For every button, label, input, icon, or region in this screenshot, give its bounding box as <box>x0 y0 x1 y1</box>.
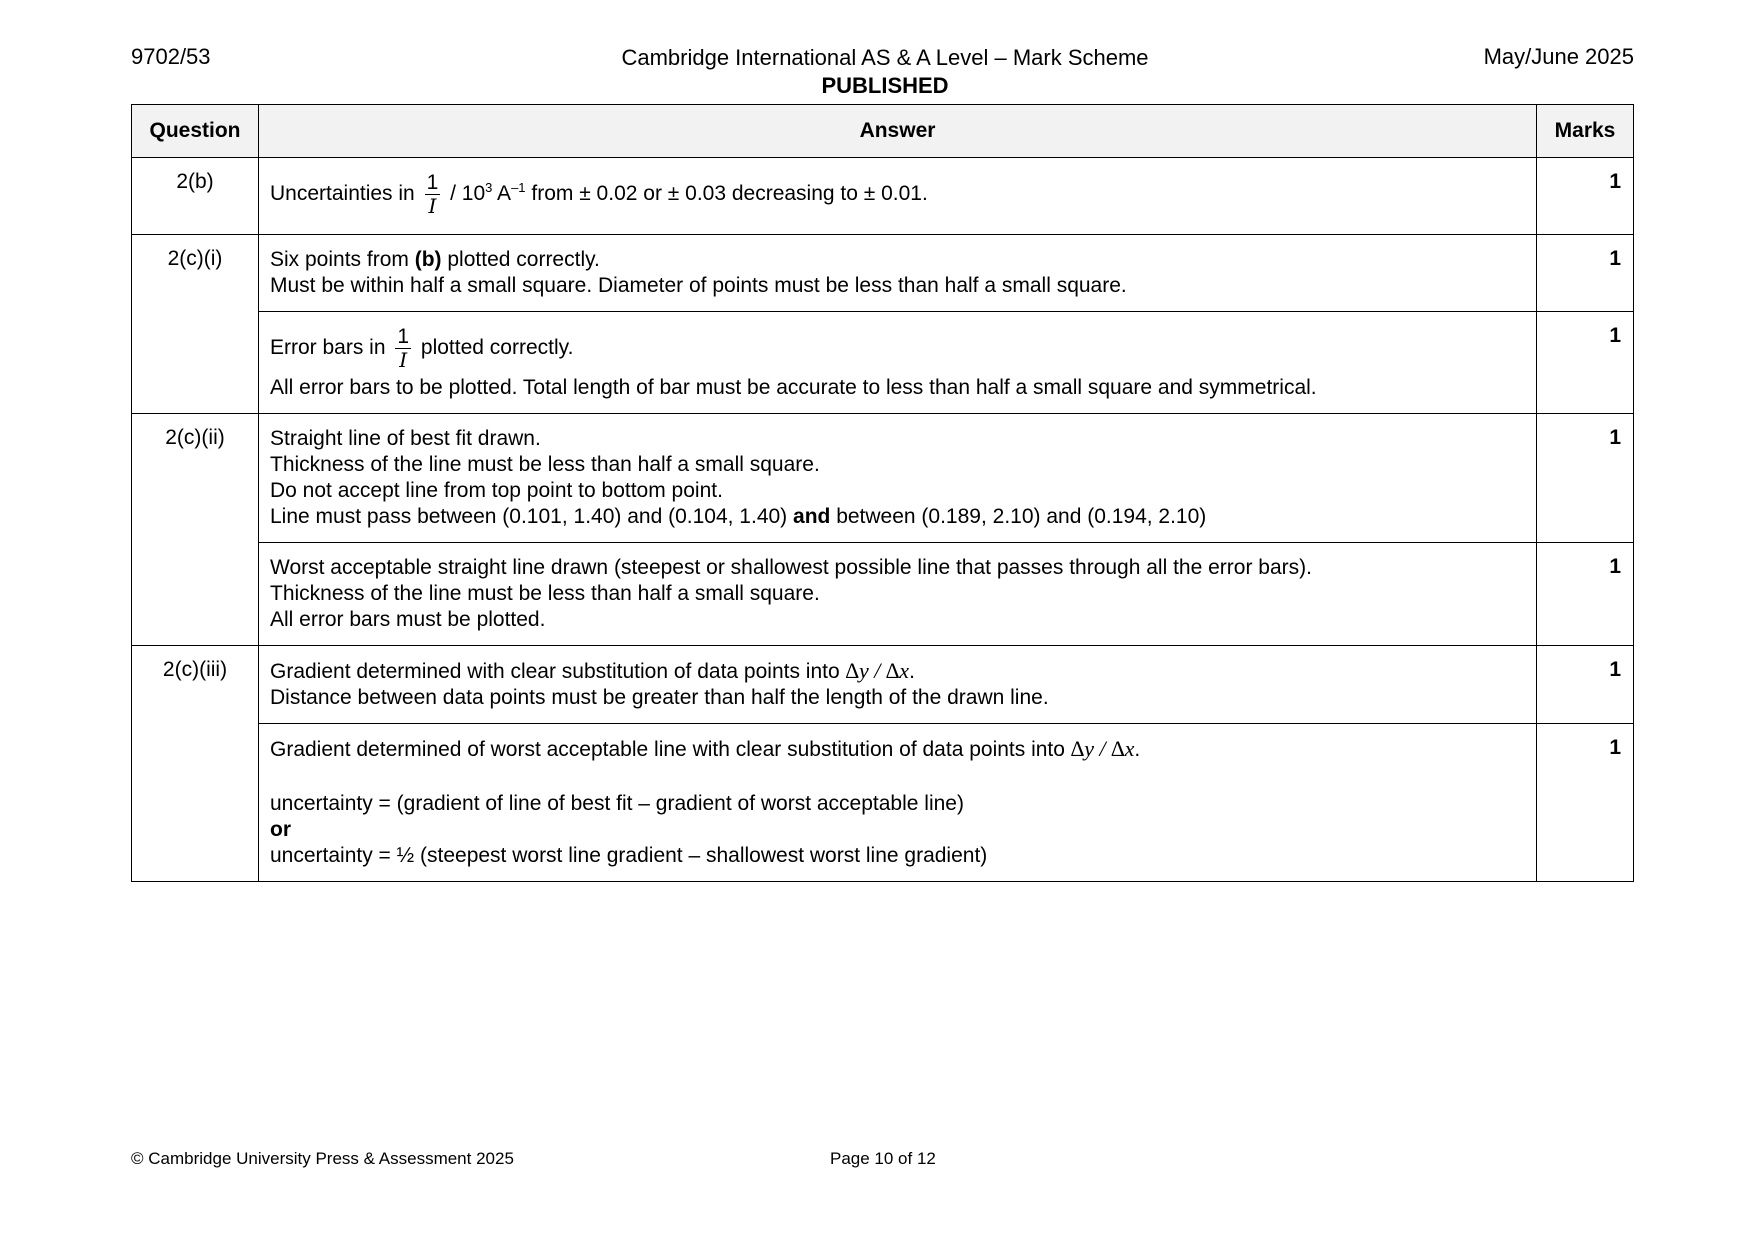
question-cell: 2(c)(iii) <box>132 646 259 882</box>
fraction-one-over-i: $\frac{1}{I}$ <box>397 325 410 372</box>
marks-cell: 1 <box>1537 158 1634 235</box>
answer-cell: Straight line of best fit drawn. Thickness of the line must be less than half a small square. Do not accept line from top point to bottom point. Line must pass between (0.101, 1.40) and (0.104, 1.40) and between (0.189, 2.10) and (0.194, 2.10) <box>259 414 1537 543</box>
published-label: PUBLISHED <box>821 73 949 98</box>
copyright-notice: © Cambridge University Press & Assessment 2025 <box>131 1149 514 1168</box>
table-row <box>132 235 1634 312</box>
answer-cell: Uncertainties in $\frac{1}{I}$ / $10^3$ $A^{-1}$ from ± 0.02 or ± 0.03 decreasing to ± 0.01. <box>259 158 1537 235</box>
table-row <box>132 312 1634 414</box>
exam-session: May/June 2025 <box>1483 44 1634 69</box>
question-cell: 2(c)(i) <box>132 235 259 414</box>
table-row <box>132 414 1634 543</box>
marks-cell: 1 <box>1537 724 1634 882</box>
delta-expression: ∆y / ∆x <box>1070 736 1135 761</box>
answer-cell: Worst acceptable straight line drawn (steepest or shallowest possible line that passes through all the error bars). Thickness of the line must be less than half a small square. All error bars must be plotted. <box>259 543 1537 646</box>
answer-cell: Gradient determined with clear substitution of data points into ∆y / ∆x. Distance between data points must be greater than half the length of the drawn line. <box>259 646 1537 724</box>
marks-column-header: Marks <box>1537 105 1634 158</box>
marks-cell: 1 <box>1537 543 1634 646</box>
marks-cell: 1 <box>1537 312 1634 414</box>
table-header-row <box>132 105 1634 158</box>
page-number: Page 10 of 12 <box>830 1149 936 1168</box>
fraction-one-over-i: $\frac{1}{I}$ <box>426 171 439 218</box>
table-row <box>132 543 1634 646</box>
table-row <box>132 158 1634 235</box>
answer-cell: Error bars in $\frac{1}{I}$ plotted correctly. All error bars to be plotted. Total length of bar must be accurate to less than half a small square and symmetrical. <box>259 312 1537 414</box>
answer-column-header: Answer <box>259 105 1537 158</box>
paper-code: 9702/53 <box>131 44 211 69</box>
delta-expression: ∆y / ∆x <box>845 658 910 683</box>
answer-cell: Gradient determined of worst acceptable line with clear substitution of data points into ∆y / ∆x. uncertainty = (gradient of line of best fit – gradient of worst acceptable line) or uncertainty = ½ (steepest worst line gradient – shallowest worst line gradient) <box>259 724 1537 882</box>
question-column-header: Question <box>132 105 259 158</box>
mark-scheme-title: Cambridge International AS & A Level – Mark Scheme <box>621 45 1149 70</box>
question-cell: 2(c)(ii) <box>132 414 259 646</box>
table-row <box>132 724 1634 882</box>
marks-cell: 1 <box>1537 414 1634 543</box>
marks-cell: 1 <box>1537 235 1634 312</box>
mark-scheme-table <box>131 104 1634 882</box>
answer-cell: Six points from (b) plotted correctly. Must be within half a small square. Diameter of points must be less than half a small square. <box>259 235 1537 312</box>
table-row <box>132 646 1634 724</box>
marks-cell: 1 <box>1537 646 1634 724</box>
question-cell: 2(b) <box>132 158 259 235</box>
